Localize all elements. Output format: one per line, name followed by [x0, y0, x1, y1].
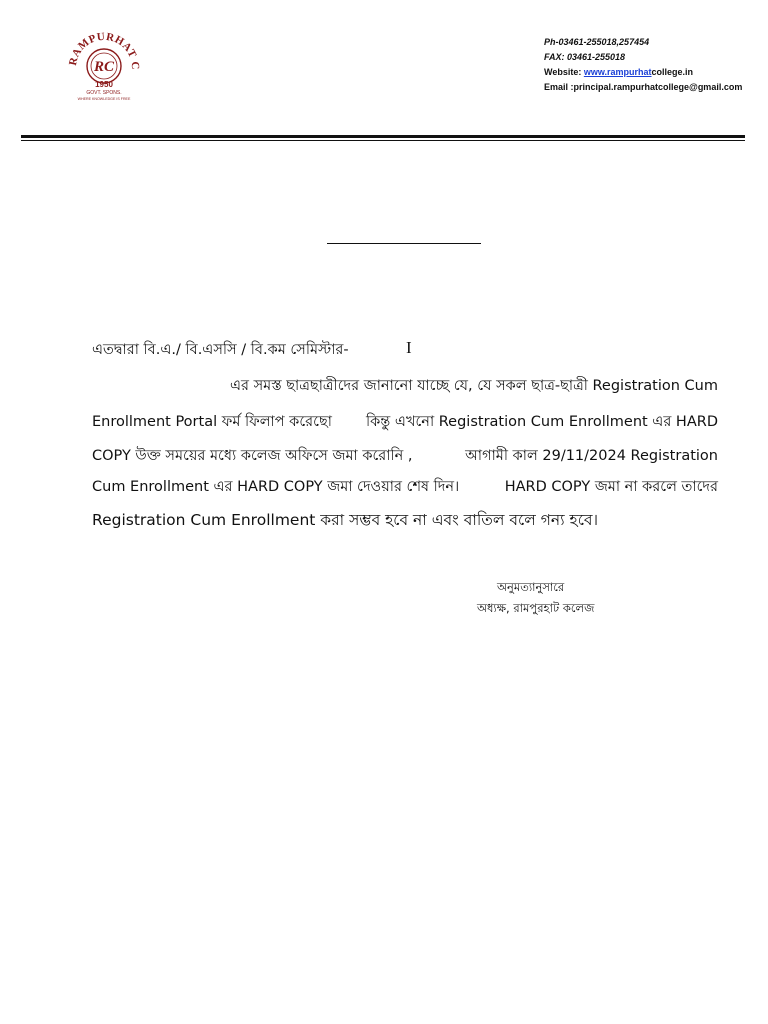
header-divider-thin: [21, 140, 745, 141]
contact-phone: Ph-03461-255018,257454: [544, 37, 650, 47]
contact-website: [544, 65, 742, 80]
notice-line-1: এতদ্বারা বি.এ./ বি.এসসি / বি.কম সেমিস্টার-: [92, 342, 349, 358]
signature-permission: অনুমত্যানুসারে: [497, 580, 565, 594]
notice-line-4: [92, 445, 718, 469]
contact-fax: FAX: 03461-255018: [544, 52, 626, 62]
website-link[interactable]: www.rampurhat: [583, 67, 652, 77]
college-logo: [66, 28, 142, 102]
contact-email: Email :principal.rampurhatcollege@gmail.com: [544, 82, 743, 92]
notice-line-5-part-1: Cum Enrollment এর HARD COPY জমা দেওয়ার শেষ দিন।: [92, 479, 460, 495]
notice-line-3: [92, 411, 718, 435]
contact-website-rest: college.in: [651, 67, 694, 77]
contact-block: [544, 35, 742, 95]
notice-line-4-part-2: আগামী কাল 29/11/2024 Registration: [465, 448, 718, 464]
notice-line-4-part-1: COPY উক্ত সময়ের মধ্যে কলেজ অফিসে জমা করোনি ,: [92, 448, 413, 464]
title-underline: [327, 243, 481, 244]
signature-principal: অধ্যক্ষ, রামপুরহাট কলেজ: [477, 601, 595, 615]
college-seal-icon: [66, 28, 142, 102]
header-divider-thick: [21, 135, 745, 138]
logo-college-name: RAMPURHAT C: [66, 30, 142, 71]
notice-line-3-part-1: Enrollment Portal ফর্ম ফিলাপ করেছো: [92, 414, 332, 430]
notice-line-2: এর সমস্ত ছাত্রছাত্রীদের জানানো যাচ্ছে যে, যে সকল ছাত্র-ছাত্রী Registration Cum: [229, 378, 718, 394]
svg-text:RC: RC: [93, 59, 115, 75]
logo-motto: WHERE KNOWLEDGE IS FREE: [77, 97, 131, 101]
contact-website-label: Website:: [544, 67, 584, 77]
notice-line-5: [92, 476, 718, 500]
logo-sponsor: GOVT. SPONS.: [86, 90, 122, 96]
notice-line-5-part-2: HARD COPY জমা না করলে তাদের: [504, 479, 718, 495]
logo-year: 1950: [95, 80, 113, 89]
notice-line-6: Registration Cum Enrollment করা সম্ভব হবে না এবং বাতিল বলে গন্য হবে।: [92, 511, 599, 529]
semester-numeral: I: [406, 338, 412, 357]
notice-line-3-part-2: কিন্তু এখনো Registration Cum Enrollment এর HARD: [366, 414, 718, 430]
